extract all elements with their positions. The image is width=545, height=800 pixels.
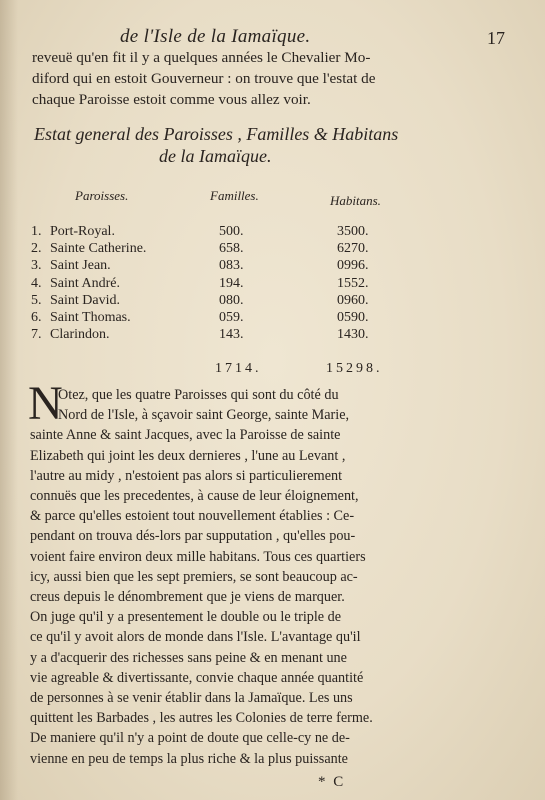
page-gutter-shadow xyxy=(0,0,18,800)
table-row xyxy=(0,293,545,310)
inhabitants-count: 0590. xyxy=(337,309,369,325)
body-line: pendant on trouva dés-lors par supputation , qu'elles pou- xyxy=(30,528,356,545)
table-row xyxy=(0,241,545,258)
intro-paragraph xyxy=(32,47,400,110)
column-header-families: Familles. xyxy=(210,188,259,203)
parish-name: Saint David. xyxy=(50,292,120,308)
body-line: De maniere qu'il n'y a point de doute que celle-cy ne de- xyxy=(30,730,350,747)
families-count: 194. xyxy=(219,275,244,291)
table-title-line: de la Iamaïque. xyxy=(159,146,272,166)
page-number: 17 xyxy=(487,28,505,48)
parish-name: Saint Thomas. xyxy=(50,309,131,325)
body-line: icy, aussi bien que les sept premiers, se sont beaucoup ac- xyxy=(30,568,358,585)
body-line: voient faire environ deux mille habitans. Tous ces quartiers xyxy=(30,548,366,565)
table-title xyxy=(34,123,414,167)
table-title-line: Estat general des Paroisses , Familles & Habitans xyxy=(34,124,399,144)
table-row xyxy=(0,258,545,275)
body-line: connuës que les precedentes, à cause de leur éloignement, xyxy=(30,488,359,505)
row-number: 6. xyxy=(31,309,42,325)
inhabitants-count: 0960. xyxy=(337,292,369,308)
row-number: 7. xyxy=(31,327,42,343)
body-line: vie agreable & divertissante, convie chaque année quantité xyxy=(30,669,364,686)
inhabitants-count: 1552. xyxy=(337,275,369,291)
families-count: 658. xyxy=(219,241,244,257)
families-count: 143. xyxy=(219,327,244,343)
column-header-inhabitants: Habitans. xyxy=(330,193,381,208)
body-line: sainte Anne & saint Jacques, avec la Paroisse de sainte xyxy=(30,427,341,444)
families-count: 059. xyxy=(219,309,244,325)
families-count: 500. xyxy=(219,224,244,239)
body-line: Nord de l'Isle, à sçavoir saint George, sainte Marie, xyxy=(58,407,350,424)
body-line: On juge qu'il y a presentement le double ou le triple de xyxy=(30,609,342,626)
parish-table xyxy=(0,224,545,344)
table-row xyxy=(0,327,545,344)
intro-line: diford qui en estoit Gouverneur : on trouve que l'estat de xyxy=(32,70,376,87)
parish-name: Saint Jean. xyxy=(50,258,111,274)
body-paragraph xyxy=(30,385,402,769)
body-line: Elizabeth qui joint les deux dernieres , l'une au Levant , xyxy=(30,447,346,464)
families-count: 083. xyxy=(219,258,244,274)
inhabitants-count: 0996. xyxy=(337,258,369,274)
body-line: ce qu'il y avoit alors de monde dans l'Isle. L'avantage qu'il xyxy=(30,629,361,646)
inhabitants-count: 1430. xyxy=(337,327,369,343)
column-header-parishes: Paroisses. xyxy=(75,188,129,203)
body-line: creus depuis le dénombrement que je viens de marquer. xyxy=(30,589,345,606)
drop-cap: N xyxy=(28,377,63,430)
signature-mark: * C xyxy=(318,774,346,790)
row-number: 3. xyxy=(31,258,42,274)
body-line: Otez, que les quatre Paroisses qui sont du côté du xyxy=(58,387,339,403)
table-totals xyxy=(0,361,545,381)
total-families: 1714. xyxy=(215,361,262,376)
parish-name: Clarindon. xyxy=(50,327,110,343)
body-line: de personnes à se venir établir dans la Jamaïque. Les uns xyxy=(30,690,353,707)
row-number: 1. xyxy=(31,224,42,239)
row-number: 2. xyxy=(31,241,42,257)
body-line: y a d'acquerir des richesses sans peine & en menant une xyxy=(30,649,347,666)
intro-line: reveuë qu'en fit il y a quelques années le Chevalier Mo- xyxy=(32,49,371,66)
parish-name: Saint André. xyxy=(50,275,120,291)
table-row xyxy=(0,310,545,327)
body-line: l'autre au midy , n'estoient pas alors si particulierement xyxy=(30,467,343,484)
row-number: 5. xyxy=(31,292,42,308)
inhabitants-count: 3500. xyxy=(337,224,369,239)
row-number: 4. xyxy=(31,275,42,291)
body-line: quittent les Barbades , les autres les Colonies de terre ferme. xyxy=(30,710,373,727)
table-row xyxy=(0,224,545,241)
table-row xyxy=(0,276,545,293)
parish-name: Sainte Catherine. xyxy=(50,241,147,257)
body-line: & parce qu'elles estoient tout nouvellement établies : Ce- xyxy=(30,508,355,525)
inhabitants-count: 6270. xyxy=(337,241,369,257)
intro-line: chaque Paroisse estoit comme vous allez voir. xyxy=(32,91,311,108)
parish-name: Port-Royal. xyxy=(50,224,115,239)
families-count: 080. xyxy=(219,292,244,308)
body-line: vienne en peu de temps la plus riche & la plus puissante xyxy=(30,750,348,767)
running-title: de l'Isle de la Iamaïque. xyxy=(120,26,311,47)
total-inhabitants: 15298. xyxy=(326,361,383,376)
